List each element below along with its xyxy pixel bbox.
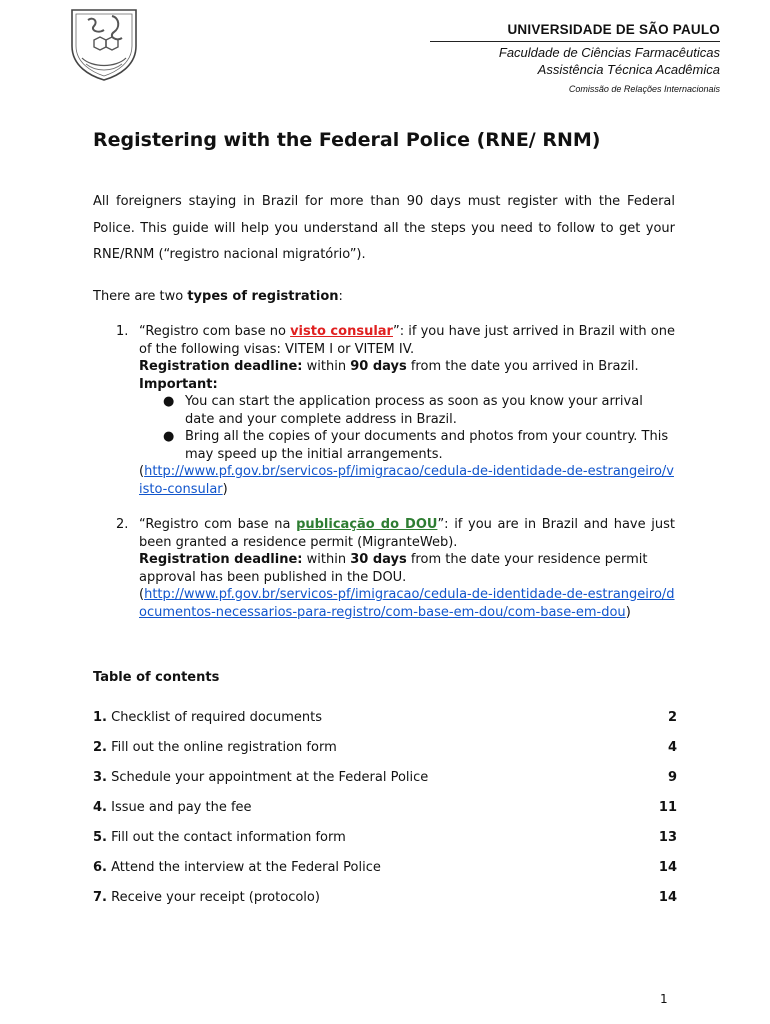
- registration-deadline: Registration deadline: within 30 days from the date your residence permit approval has been published in the DOU.: [139, 552, 648, 585]
- intro-paragraph: All foreigners staying in Brazil for more than 90 days must register with the Federal Police. This guide will help you understand all the steps you need to follow to get your RNE/RNM (“registro nacional migratório”).: [93, 194, 675, 262]
- toc-page-number: 13: [658, 830, 677, 845]
- list-item: ● You can start the application process as soon as you know your arrival date and your complete address in Brazil.: [163, 394, 643, 427]
- item-number: 1.: [116, 324, 129, 339]
- page-title: Registering with the Federal Police (RNE/ RNM): [93, 129, 601, 151]
- toc-item[interactable]: 2. Fill out the online registration form 4: [93, 740, 677, 755]
- toc-page-number: 4: [667, 740, 677, 755]
- registration-types-list: [93, 323, 675, 621]
- url-line: (http://www.pf.gov.br/servicos-pf/imigracao/cedula-de-identidade-de-estrangeiro/visto-consular): [139, 464, 674, 497]
- toc-item[interactable]: 5. Fill out the contact information form 13: [93, 830, 677, 845]
- url-line: (http://www.pf.gov.br/servicos-pf/imigracao/cedula-de-identidade-de-estrangeiro/documentos-necessarios-para-registro/com-base-em-dou/com-base-em-dou): [139, 587, 675, 620]
- bullet-icon: ●: [163, 394, 175, 409]
- item-description: “Registro com base na publicação do DOU”: if you are in Brazil and have just been granted a residence permit (MigranteWeb).: [139, 517, 675, 550]
- toc-heading: Table of contents: [93, 670, 220, 685]
- list-item: ● Bring all the copies of your documents and photos from your country. This may speed up the initial arrangements.: [163, 429, 669, 462]
- bullet-icon: ●: [163, 429, 175, 444]
- toc-page-number: 11: [658, 800, 677, 815]
- registration-deadline: Registration deadline: within 90 days from the date you arrived in Brazil.: [139, 359, 639, 374]
- important-bullets: [139, 393, 675, 463]
- toc-page-number: 9: [667, 770, 677, 785]
- page-number: 1: [660, 992, 668, 1006]
- table-of-contents: [93, 710, 677, 920]
- department-name: Assistência Técnica Acadêmica: [537, 62, 720, 77]
- toc-item[interactable]: 1. Checklist of required documents 2: [93, 710, 677, 725]
- toc-item[interactable]: 4. Issue and pay the fee 11: [93, 800, 677, 815]
- university-seal-icon: [68, 6, 140, 82]
- item-description: “Registro com base no visto consular”: if you have just arrived in Brazil with one of the following visas: VITEM I or VITEM IV.: [139, 324, 675, 357]
- institution-name: UNIVERSIDADE DE SÃO PAULO: [430, 22, 720, 42]
- list-item: [93, 516, 675, 621]
- item-number: 2.: [116, 517, 129, 532]
- toc-page-number: 14: [658, 860, 677, 875]
- visto-consular-link[interactable]: visto consular: [290, 324, 393, 339]
- publicacao-dou-link[interactable]: publicação do DOU: [296, 517, 438, 532]
- toc-item[interactable]: 7. Receive your receipt (protocolo) 14: [93, 890, 677, 905]
- toc-item[interactable]: 3. Schedule your appointment at the Federal Police 9: [93, 770, 677, 785]
- types-suffix: :: [338, 289, 343, 304]
- visto-consular-url[interactable]: http://www.pf.gov.br/servicos-pf/imigracao/cedula-de-identidade-de-estrangeiro/visto-consular: [139, 464, 674, 497]
- toc-item[interactable]: 6. Attend the interview at the Federal Police 14: [93, 860, 677, 875]
- toc-page-number: 2: [667, 710, 677, 725]
- important-label: Important:: [139, 376, 218, 392]
- types-bold: types of registration: [187, 289, 339, 304]
- faculty-name: Faculdade de Ciências Farmacêuticas: [498, 45, 720, 60]
- types-intro: [93, 289, 343, 304]
- types-prefix: There are two: [93, 289, 188, 304]
- list-item: [93, 323, 675, 498]
- toc-page-number: 14: [658, 890, 677, 905]
- dou-url[interactable]: http://www.pf.gov.br/servicos-pf/imigracao/cedula-de-identidade-de-estrangeiro/documentos-necessarios-para-registro/com-base-em-dou/com-base-em-dou: [139, 587, 675, 620]
- commission-name: Comissão de Relações Internacionais: [568, 84, 720, 94]
